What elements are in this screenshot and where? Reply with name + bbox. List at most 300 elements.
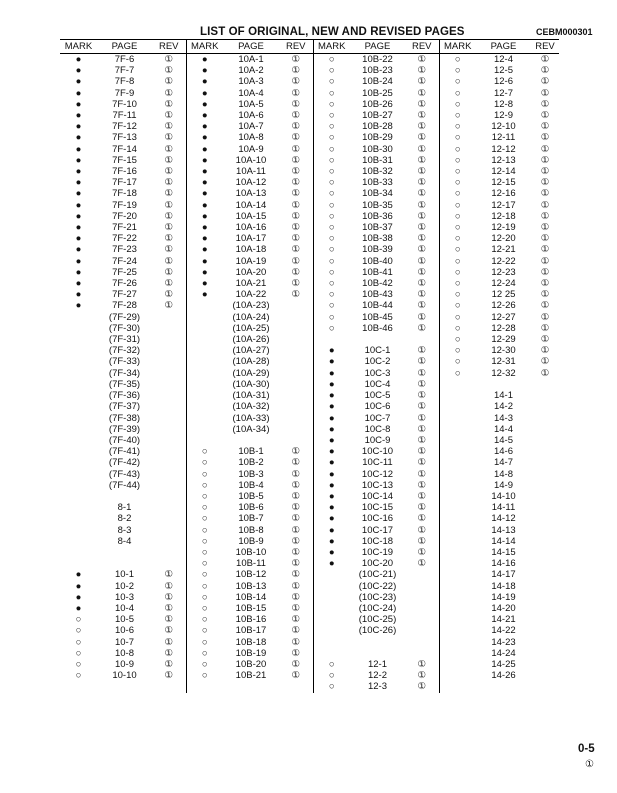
rev-cell [279, 345, 313, 356]
new-page-mark-icon: ● [313, 368, 350, 379]
rev-cell: ① [164, 110, 174, 122]
page-cell: 14-18 [491, 580, 516, 592]
page-cell [350, 637, 405, 648]
table-row [60, 155, 559, 166]
page-cell [97, 491, 152, 502]
page-cell: 8-4 [117, 535, 132, 547]
page-cell: 14-19 [491, 591, 516, 603]
column-header-mark: MARK [186, 40, 223, 54]
rev-cell: ① [540, 54, 550, 65]
mark-cell [313, 581, 350, 592]
page-cell: 12-16 [491, 188, 516, 200]
page-cell: 10B-13 [235, 580, 267, 592]
new-page-mark-icon: ● [186, 200, 223, 211]
mark-cell [60, 424, 97, 435]
new-page-mark-icon: ● [75, 188, 82, 200]
page-cell: 14-11 [491, 502, 516, 514]
page-cell [97, 681, 152, 692]
revised-page-mark-icon: ○ [439, 267, 476, 278]
page-cell: 10A-8 [238, 132, 264, 144]
rev-cell: ① [417, 98, 427, 110]
rev-cell [152, 502, 186, 513]
page-cell: 10A-12 [235, 177, 267, 189]
rev-cell: ① [164, 591, 174, 603]
table-row [60, 334, 559, 345]
page-cell: (10A-31) [232, 390, 270, 402]
page-cell: 12-2 [367, 670, 387, 682]
page-cell: 12-10 [491, 121, 516, 133]
rev-cell: ① [291, 54, 301, 65]
rev-cell: ① [291, 658, 301, 670]
page-cell: 10-4 [114, 602, 134, 614]
rev-cell: ① [417, 524, 427, 536]
rev-cell [152, 345, 186, 356]
mark-cell [313, 569, 350, 580]
page-cell: 7F-22 [112, 233, 137, 245]
revised-page-mark-icon: ○ [186, 603, 223, 614]
rev-cell: ① [417, 558, 427, 570]
page-cell: 10C-14 [361, 490, 394, 502]
rev-cell: ① [164, 658, 174, 670]
page-cell: 10C-3 [364, 367, 391, 379]
rev-cell: ① [417, 390, 427, 402]
rev-cell: ① [291, 569, 301, 581]
page-cell: 10A-4 [238, 87, 264, 99]
table-row [60, 547, 559, 558]
revised-page-mark-icon: ○ [439, 65, 476, 76]
revised-page-mark-icon: ○ [313, 76, 350, 87]
rev-cell: ① [164, 222, 174, 234]
table-row [60, 200, 559, 211]
rev-cell [405, 569, 439, 580]
revised-page-mark-icon: ○ [75, 658, 82, 670]
new-page-mark-icon: ● [75, 110, 82, 122]
mark-cell [439, 670, 476, 681]
page-cell: 14-15 [491, 546, 516, 558]
new-page-mark-icon: ● [313, 413, 350, 424]
new-page-mark-icon: ● [313, 491, 350, 502]
table-row [60, 480, 559, 491]
mark-cell [186, 401, 223, 412]
table-row [60, 345, 559, 356]
revised-page-mark-icon: ○ [313, 267, 350, 278]
page-cell: 7F-15 [112, 154, 137, 166]
rev-cell [279, 413, 313, 424]
mark-cell [439, 435, 476, 446]
page-cell: (7F-34) [108, 367, 141, 379]
revised-page-mark-icon: ○ [313, 155, 350, 166]
rev-cell [531, 502, 559, 513]
page-cell: 10A-18 [235, 244, 267, 256]
table-row [60, 513, 559, 524]
mark-cell [439, 547, 476, 558]
page-cell: 14-6 [493, 446, 513, 458]
page-cell: 10B-17 [235, 625, 267, 637]
revised-page-mark-icon: ○ [313, 99, 350, 110]
column-header-mark: MARK [60, 40, 97, 54]
revision-table [60, 39, 559, 693]
rev-cell [405, 637, 439, 648]
page-cell: 7F-19 [112, 199, 137, 211]
rev-cell: ① [540, 222, 550, 234]
page-cell: 10A-7 [238, 121, 264, 133]
rev-cell: ① [417, 345, 427, 357]
rev-cell: ① [291, 98, 301, 110]
page-cell: 10-1 [114, 569, 134, 581]
page-cell: 14-24 [491, 647, 516, 659]
page-cell: (7F-31) [108, 334, 141, 346]
rev-cell: ① [540, 98, 550, 110]
revised-page-mark-icon: ○ [313, 244, 350, 255]
new-page-mark-icon: ● [75, 300, 82, 312]
rev-cell: ① [164, 636, 174, 648]
page-cell: 12-17 [491, 199, 516, 211]
column-header-rev: REV [279, 40, 313, 54]
table-row [60, 166, 559, 177]
table-row [60, 648, 559, 659]
new-page-mark-icon: ● [75, 121, 82, 133]
page-cell: 10B-37 [362, 222, 393, 234]
rev-cell [152, 390, 186, 401]
mark-cell [186, 681, 223, 692]
column-header-page: PAGE [350, 40, 405, 54]
page-cell: 12-14 [491, 166, 516, 178]
rev-cell: ① [417, 378, 427, 390]
new-page-mark-icon: ● [186, 99, 223, 110]
mark-cell [313, 334, 350, 345]
rev-cell: ① [164, 210, 174, 222]
page-cell: 10B-36 [362, 210, 393, 222]
mark-cell [60, 435, 97, 446]
page-cell: 12-8 [493, 98, 513, 110]
page-cell: 10-6 [114, 625, 134, 637]
page-cell: (7F-39) [108, 423, 141, 435]
mark-cell [313, 614, 350, 625]
rev-cell: ① [164, 289, 174, 301]
page-cell: 10B-20 [235, 658, 267, 670]
page-cell: 10C-9 [364, 434, 391, 446]
rev-cell: ① [291, 513, 301, 525]
rev-cell: ① [291, 222, 301, 234]
revised-page-mark-icon: ○ [313, 659, 350, 670]
revised-page-mark-icon: ○ [186, 513, 223, 524]
rev-cell: ① [540, 311, 550, 323]
page-cell [476, 681, 531, 692]
page-cell: 10A-2 [238, 65, 264, 77]
page-cell: 10A-3 [238, 76, 264, 88]
page-cell: 7F-26 [112, 278, 137, 290]
rev-cell: ① [291, 154, 301, 166]
rev-cell [405, 592, 439, 603]
mark-cell [60, 469, 97, 480]
page-cell: 12-28 [491, 322, 516, 334]
page-cell: 10B-32 [362, 166, 393, 178]
page-cell: 10-8 [114, 647, 134, 659]
mark-cell [186, 368, 223, 379]
rev-cell: ① [164, 199, 174, 211]
rev-cell [152, 379, 186, 390]
rev-cell: ① [164, 625, 174, 637]
page-cell: 10B-43 [362, 289, 393, 301]
page-cell: 10B-12 [235, 569, 267, 581]
mark-cell [439, 491, 476, 502]
rev-cell [279, 390, 313, 401]
rev-cell [152, 525, 186, 536]
mark-cell [439, 637, 476, 648]
page-cell: 10C-12 [361, 468, 394, 480]
revised-page-mark-icon: ○ [439, 99, 476, 110]
rev-cell: ① [417, 143, 427, 155]
page-cell: 10B-11 [236, 558, 266, 570]
rev-cell: ① [164, 132, 174, 144]
revised-page-mark-icon: ○ [75, 625, 82, 637]
table-row [60, 581, 559, 592]
page-cell: 12-26 [491, 300, 516, 312]
table-row [60, 177, 559, 188]
page-cell: 10C-15 [361, 502, 394, 514]
rev-cell: ① [540, 199, 550, 211]
rev-cell [152, 413, 186, 424]
table-row [60, 491, 559, 502]
page-cell [350, 648, 405, 659]
rev-cell: ① [291, 502, 301, 514]
new-page-mark-icon: ● [186, 88, 223, 99]
revised-page-mark-icon: ○ [313, 200, 350, 211]
table-row [60, 525, 559, 536]
page-cell: (10C-25) [358, 614, 397, 626]
rev-cell: ① [417, 322, 427, 334]
rev-cell [152, 558, 186, 569]
page-cell: (7F-38) [108, 412, 141, 424]
mark-cell [439, 379, 476, 390]
rev-cell: ① [417, 367, 427, 379]
rev-cell: ① [540, 266, 550, 278]
rev-cell [531, 480, 559, 491]
page-cell: (10A-28) [232, 356, 270, 368]
mark-cell [60, 513, 97, 524]
revised-page-mark-icon: ○ [313, 289, 350, 300]
mark-cell [60, 547, 97, 558]
page-cell: (7F-44) [108, 479, 141, 491]
revised-page-mark-icon: ○ [313, 681, 350, 692]
mark-cell [60, 379, 97, 390]
rev-cell [279, 401, 313, 412]
rev-cell: ① [540, 334, 550, 346]
rev-cell: ① [540, 356, 550, 368]
table-row [60, 233, 559, 244]
page-cell: 10B-24 [362, 76, 393, 88]
rev-cell [279, 435, 313, 446]
rev-cell: ① [291, 166, 301, 178]
rev-cell: ① [291, 121, 301, 133]
page-cell: 10-5 [114, 614, 134, 626]
mark-cell [439, 390, 476, 401]
column-header-rev: REV [152, 40, 186, 54]
page-cell: 7F-6 [114, 54, 135, 65]
rev-cell: ① [417, 479, 427, 491]
rev-cell: ① [291, 670, 301, 682]
new-page-mark-icon: ● [313, 502, 350, 513]
table-row [60, 614, 559, 625]
rev-cell [279, 368, 313, 379]
mark-cell [60, 502, 97, 513]
new-page-mark-icon: ● [75, 591, 82, 603]
page-cell: 10-2 [114, 580, 134, 592]
revised-page-mark-icon: ○ [186, 525, 223, 536]
rev-cell: ① [417, 233, 427, 245]
page-cell: 12-1 [367, 658, 387, 670]
rev-cell: ① [291, 558, 301, 570]
revised-page-mark-icon: ○ [439, 188, 476, 199]
page-cell: 7F-20 [112, 210, 137, 222]
page-cell: 10A-14 [235, 199, 267, 211]
page-cell: 14-7 [493, 457, 513, 469]
rev-cell: ① [291, 110, 301, 122]
table-row [60, 368, 559, 379]
column-header-mark: MARK [313, 40, 350, 54]
rev-cell: ① [417, 54, 427, 65]
mark-cell [439, 603, 476, 614]
rev-cell [531, 491, 559, 502]
revised-page-mark-icon: ○ [313, 177, 350, 188]
rev-cell: ① [417, 177, 427, 189]
page-cell: 14-3 [493, 412, 513, 424]
new-page-mark-icon: ● [186, 144, 223, 155]
page-cell: 12-15 [491, 177, 516, 189]
revised-page-mark-icon: ○ [439, 233, 476, 244]
page-cell: 14-10 [491, 490, 516, 502]
mark-cell [60, 368, 97, 379]
table-row [60, 603, 559, 614]
page-cell: 14-20 [491, 602, 516, 614]
rev-cell: ① [417, 446, 427, 458]
page-cell: 14-25 [491, 658, 516, 670]
table-row [60, 390, 559, 401]
rev-cell [531, 525, 559, 536]
rev-cell: ① [417, 423, 427, 435]
rev-cell: ① [164, 266, 174, 278]
mark-cell [439, 659, 476, 670]
mark-cell [60, 491, 97, 502]
mark-cell [186, 300, 223, 311]
table-row [60, 356, 559, 367]
rev-cell [531, 457, 559, 468]
rev-cell: ① [291, 591, 301, 603]
rev-cell: ① [540, 300, 550, 312]
page-cell: 10B-7 [238, 513, 264, 525]
rev-cell [152, 446, 186, 457]
new-page-mark-icon: ● [313, 558, 350, 569]
mark-cell [439, 569, 476, 580]
rev-cell: ① [417, 670, 427, 682]
page-cell: 10B-30 [362, 143, 393, 155]
mark-cell [439, 502, 476, 513]
mark-cell [60, 356, 97, 367]
page-cell: 12-13 [491, 154, 516, 166]
revised-page-mark-icon: ○ [186, 547, 223, 558]
page-cell: 10B-22 [362, 54, 393, 65]
page-cell: 14-23 [491, 636, 516, 648]
rev-cell: ① [417, 434, 427, 446]
column-header-row [60, 40, 559, 54]
rev-cell [152, 457, 186, 468]
mark-cell [60, 334, 97, 345]
rev-cell: ① [291, 457, 301, 469]
mark-cell [439, 614, 476, 625]
rev-cell: ① [417, 65, 427, 77]
rev-cell: ① [291, 490, 301, 502]
page-cell: 14-1 [493, 390, 513, 402]
rev-cell [152, 368, 186, 379]
page-cell: 10B-34 [362, 188, 393, 200]
revised-page-mark-icon: ○ [313, 211, 350, 222]
revised-page-mark-icon: ○ [313, 312, 350, 323]
revised-page-mark-icon: ○ [186, 469, 223, 480]
rev-cell: ① [291, 546, 301, 558]
page-cell: 10B-29 [362, 132, 393, 144]
column-header-page: PAGE [97, 40, 152, 54]
rev-cell: ① [291, 602, 301, 614]
page-cell: 12-22 [491, 255, 516, 267]
rev-cell: ① [540, 121, 550, 133]
page-cell: (10A-27) [232, 345, 270, 357]
table-row [60, 121, 559, 132]
rev-cell [531, 547, 559, 558]
new-page-mark-icon: ● [75, 54, 82, 65]
rev-cell: ① [417, 401, 427, 413]
page-cell: 8-1 [117, 502, 132, 514]
rev-cell: ① [417, 210, 427, 222]
page-cell [97, 547, 152, 558]
rev-cell: ① [291, 446, 301, 458]
rev-cell [531, 435, 559, 446]
page-cell: 7F-25 [112, 266, 137, 278]
page-cell: 10B-41 [362, 266, 393, 278]
page-cell: 12 25 [491, 289, 516, 301]
mark-cell [313, 625, 350, 636]
rev-cell: ① [417, 681, 427, 693]
page-title: LIST OF ORIGINAL, NEW AND REVISED PAGES [200, 26, 465, 38]
rev-cell [405, 648, 439, 659]
mark-cell [439, 625, 476, 636]
page-cell: (7F-43) [108, 468, 141, 480]
new-page-mark-icon: ● [186, 132, 223, 143]
mark-cell [439, 536, 476, 547]
new-page-mark-icon: ● [186, 65, 223, 76]
page-cell: (10A-24) [232, 311, 270, 323]
column-header-rev: REV [405, 40, 439, 54]
new-page-mark-icon: ● [75, 602, 82, 614]
page-cell: 10B-44 [362, 300, 393, 312]
mark-cell [60, 413, 97, 424]
rev-cell: ① [540, 233, 550, 245]
rev-cell [531, 659, 559, 670]
rev-cell: ① [164, 278, 174, 290]
table-row [60, 88, 559, 99]
rev-cell [279, 424, 313, 435]
page-cell: (10A-26) [232, 334, 270, 346]
rev-cell [531, 648, 559, 659]
rev-cell: ① [417, 502, 427, 514]
new-page-mark-icon: ● [186, 166, 223, 177]
rev-cell [531, 558, 559, 569]
new-page-mark-icon: ● [313, 457, 350, 468]
rev-cell: ① [291, 625, 301, 637]
mark-cell [439, 581, 476, 592]
page-cell: 12-30 [491, 345, 516, 357]
revised-page-mark-icon: ○ [313, 121, 350, 132]
rev-cell: ① [291, 244, 301, 256]
